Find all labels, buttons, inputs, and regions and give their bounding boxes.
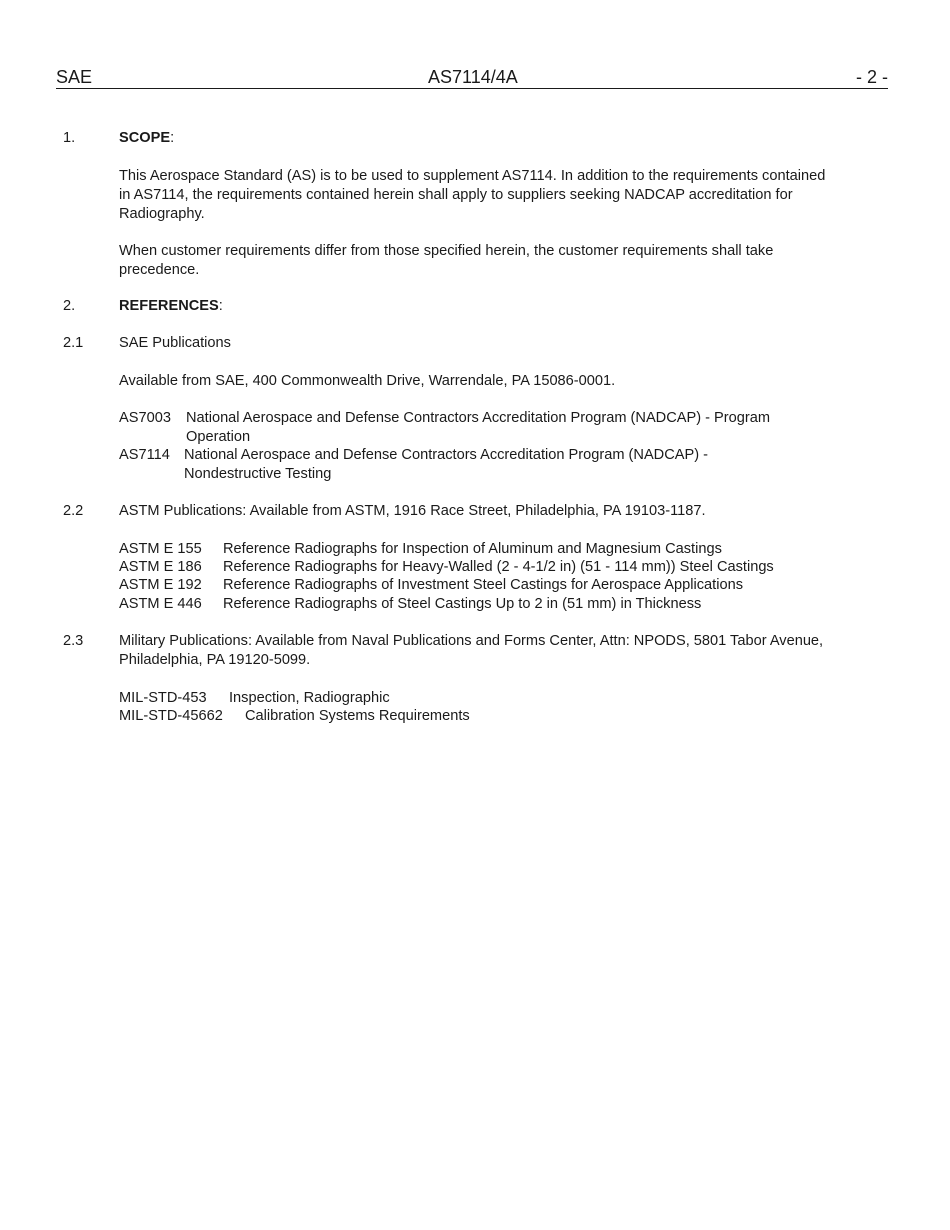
subsection-sae-heading bbox=[0, 334, 950, 354]
section-number: 1. bbox=[63, 130, 76, 146]
subsection-title: ASTM Publications: Available from ASTM, 1916 Race Street, Philadelphia, PA 19103-1187. bbox=[119, 503, 706, 519]
section-title: REFERENCES: bbox=[119, 298, 223, 314]
reference-item bbox=[119, 409, 839, 447]
page-header bbox=[56, 66, 888, 89]
header-page-number: - 2 - bbox=[855, 67, 888, 87]
header-publisher: SAE bbox=[56, 67, 93, 87]
scope-paragraph-1: This Aerospace Standard (AS) is to be used to supplement AS7114. In addition to the requirements contained in AS7114, the requirements contained herein shall apply to suppliers seeking NADCAP accreditation for Radiography. bbox=[119, 168, 826, 222]
reference-item bbox=[119, 558, 839, 577]
reference-code: ASTM E 446 bbox=[119, 596, 202, 612]
reference-item bbox=[119, 689, 839, 708]
reference-title: Reference Radiographs for Heavy-Walled (2 - 4-1/2 in) (51 - 114 mm)) Steel Castings bbox=[223, 559, 774, 575]
section-references-heading bbox=[0, 297, 950, 317]
reference-item bbox=[119, 707, 839, 726]
reference-code: ASTM E 186 bbox=[119, 559, 202, 575]
reference-title: National Aerospace and Defense Contractors Accreditation Program (NADCAP) - Nondestructive Testing bbox=[184, 447, 708, 482]
subsection-title: SAE Publications bbox=[119, 335, 231, 351]
reference-code: AS7003 bbox=[119, 410, 171, 426]
reference-title: Calibration Systems Requirements bbox=[245, 708, 470, 724]
reference-code: ASTM E 155 bbox=[119, 541, 202, 557]
header-document-number: AS7114/4A bbox=[428, 67, 518, 87]
subsection-number: 2.3 bbox=[63, 633, 84, 649]
reference-title: Reference Radiographs of Investment Steel Castings for Aerospace Applications bbox=[223, 577, 743, 593]
reference-item bbox=[119, 595, 839, 614]
reference-title: National Aerospace and Defense Contractors Accreditation Program (NADCAP) - Program Operation bbox=[186, 410, 771, 445]
reference-item bbox=[119, 540, 839, 559]
subsection-number: 2.2 bbox=[63, 503, 84, 519]
subsection-number: 2.1 bbox=[63, 335, 84, 351]
subsection-title: Military Publications: Available from Naval Publications and Forms Center, Attn: NPODS, 5801 Tabor Avenue, Philadelphia, PA 19120-5099. bbox=[119, 633, 824, 668]
reference-title: Reference Radiographs of Steel Castings Up to 2 in (51 mm) in Thickness bbox=[223, 596, 702, 612]
reference-title: Reference Radiographs for Inspection of Aluminum and Magnesium Castings bbox=[223, 541, 722, 557]
reference-code: MIL-STD-45662 bbox=[119, 708, 223, 724]
scope-paragraph-2: When customer requirements differ from those specified herein, the customer requirements shall take precedence. bbox=[119, 243, 774, 278]
subsection-astm-heading bbox=[0, 502, 950, 522]
subsection-military-heading bbox=[0, 632, 950, 672]
reference-item bbox=[119, 446, 839, 484]
section-number: 2. bbox=[63, 298, 76, 314]
reference-code: MIL-STD-453 bbox=[119, 690, 207, 706]
section-scope-heading bbox=[0, 129, 950, 149]
sae-availability: Available from SAE, 400 Commonwealth Drive, Warrendale, PA 15086-0001. bbox=[119, 373, 616, 389]
reference-item bbox=[119, 576, 839, 595]
reference-code: AS7114 bbox=[119, 447, 170, 463]
reference-title: Inspection, Radiographic bbox=[229, 690, 390, 706]
reference-code: ASTM E 192 bbox=[119, 577, 202, 593]
section-title: SCOPE: bbox=[119, 130, 175, 146]
